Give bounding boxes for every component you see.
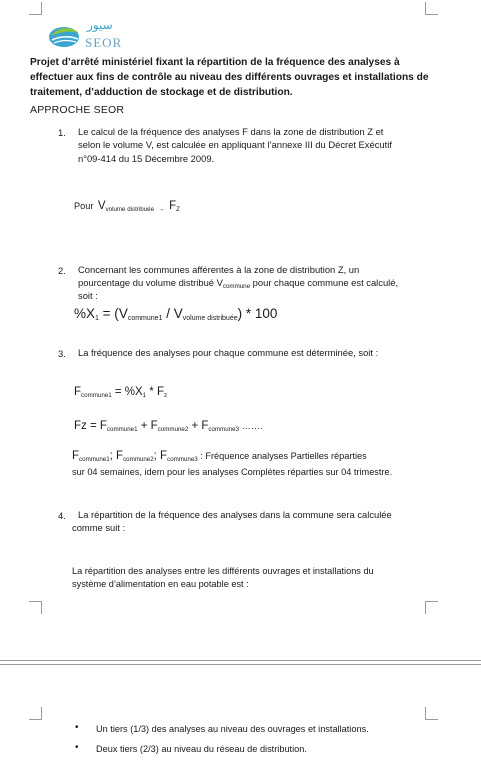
list-item-text: pourcentage du volume distribué V xyxy=(78,277,223,288)
list-number: 3. xyxy=(58,348,66,359)
paragraph-line: système d’alimentation en eau potable est : xyxy=(72,579,249,589)
page-corner-mark xyxy=(29,2,42,15)
formula-symbol: %X xyxy=(74,306,96,321)
page-corner-mark xyxy=(29,601,42,614)
page-corner-mark xyxy=(425,2,438,15)
formula-commune-frequency xyxy=(74,386,167,399)
formula-subscript: volume distribuée xyxy=(105,206,155,213)
logo-arabic-text: سيور xyxy=(87,18,113,32)
formula-symbol: F xyxy=(169,200,177,212)
list-number: 1. xyxy=(58,127,66,138)
formula-symbol: V xyxy=(97,200,106,212)
list-item-line: n°09-414 du 15 Décembre 2009. xyxy=(78,153,215,164)
list-item-line: selon le volume V, est calculée en appliquant l’annexe III du Décret Exécutif xyxy=(78,139,392,150)
formula-text: = %X xyxy=(111,386,143,398)
formula-percentage xyxy=(74,306,277,322)
formula-symbol: V xyxy=(173,306,183,321)
formula-subscript: commune1 xyxy=(81,392,112,399)
formula-symbol: F xyxy=(72,450,80,462)
formula-text: ; F xyxy=(109,450,124,462)
formula-subscript: commune2 xyxy=(123,456,154,463)
formula-subscript: commune1 xyxy=(127,315,163,322)
formula-zone-sum xyxy=(74,420,263,434)
list-item-line xyxy=(78,276,398,294)
formula-subscript: commune2 xyxy=(157,426,189,433)
list-number: 4. xyxy=(58,510,66,521)
bullet-icon: • xyxy=(75,722,79,733)
formula-text: = ( xyxy=(98,306,119,321)
bullet-item: Deux tiers (2/3) au niveau du réseau de distribution. xyxy=(96,744,307,754)
formula-subscript: commune3 xyxy=(208,426,240,433)
arrow-icon: → xyxy=(158,206,165,213)
formula-text: ) * 100 xyxy=(237,306,278,321)
formula-subscript: 1 xyxy=(95,315,99,322)
formula-subscript: 1 xyxy=(142,392,147,399)
page-corner-mark xyxy=(425,707,438,720)
seor-logo-icon xyxy=(48,24,80,48)
formula-text: ……. xyxy=(239,421,263,431)
formula-subscript: Z xyxy=(176,206,180,213)
formula-subscript: commune1 xyxy=(106,426,138,433)
formula-text: Pour xyxy=(74,201,94,211)
section-heading: APPROCHE SEOR xyxy=(30,104,125,116)
paragraph-line: La répartition des analyses entre les différents ouvrages et installations du xyxy=(72,566,374,576)
bullet-icon: • xyxy=(75,742,79,753)
formula-symbol: V xyxy=(118,306,128,321)
note-line: sur 04 semaines, idem pour les analyses Complètes réparties sur 04 trimestre. xyxy=(72,467,393,477)
list-item-line: Le calcul de la fréquence des analyses F dans la zone de distribution Z et xyxy=(78,126,384,137)
formula-symbol: F xyxy=(74,386,82,398)
list-item-line: soit : xyxy=(78,290,98,301)
note-text: : Fréquence analyses Partielles réparties xyxy=(197,451,367,461)
formula-text: + F xyxy=(188,420,209,432)
formula-subscript: commune1 xyxy=(79,456,110,463)
list-item-line: comme suit : xyxy=(72,522,126,533)
page-break-divider xyxy=(0,664,481,665)
list-item-line: La fréquence des analyses pour chaque commune est déterminée, soit : xyxy=(78,347,379,358)
bullet-item: Un tiers (1/3) des analyses au niveau des ouvrages et installations. xyxy=(96,724,369,734)
list-number: 2. xyxy=(58,265,66,276)
formula-text: / xyxy=(162,306,174,321)
formula-text: * F xyxy=(146,386,164,398)
page-corner-mark xyxy=(425,601,438,614)
formula-text: ; F xyxy=(153,450,168,462)
document-title: Projet d’arrêté ministériel fixant la répartition de la fréquence des analyses à effectuer aux fins de contrôle au niveau des différents ouvrages et installations de traitement, d’adduction de stockage et de distribution. xyxy=(30,57,429,98)
page-break-divider xyxy=(0,660,481,661)
logo-latin-text: SEOR xyxy=(85,35,123,50)
list-item-line: Concernant les communes afférentes à la zone de distribution Z, un xyxy=(78,264,360,275)
formula-text: + F xyxy=(137,420,158,432)
list-item-text: pour chaque commune est calculé, xyxy=(252,277,399,288)
list-item-line: La répartition de la fréquence des analyses dans la commune sera calculée xyxy=(78,509,392,520)
frequency-note xyxy=(72,450,367,467)
formula-subscript: commune3 xyxy=(167,456,198,463)
formula-subscript: z xyxy=(164,392,168,399)
formula-volume-frequency xyxy=(74,196,180,214)
page-corner-mark xyxy=(29,707,42,720)
formula-text: Fz = F xyxy=(74,420,107,432)
formula-subscript: volume distribuée xyxy=(182,315,238,322)
formula-subscript: commune xyxy=(222,283,251,290)
